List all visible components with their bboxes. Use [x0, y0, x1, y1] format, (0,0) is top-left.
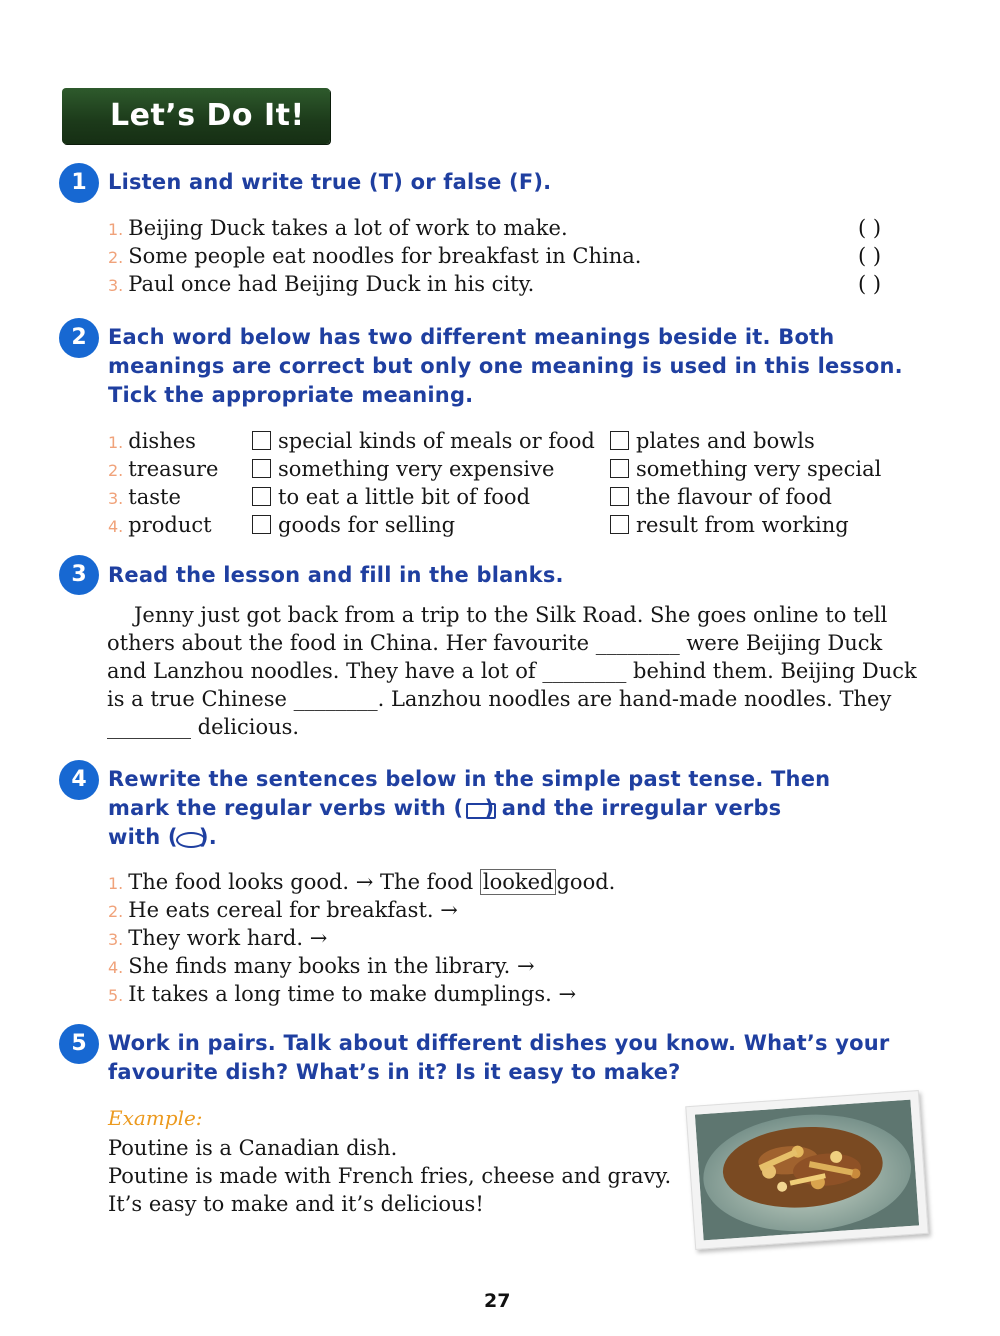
rectangle-mark-icon	[466, 803, 496, 819]
sentence: They work hard. →	[128, 926, 328, 950]
meaning-word	[108, 427, 196, 457]
section-3-heading-line: Read the lesson and fill in the blanks.	[108, 563, 564, 587]
item-number: 4.	[108, 958, 124, 977]
tf-item	[108, 242, 641, 272]
answer-parentheses[interactable]: ( )	[858, 244, 882, 268]
section-3-heading	[108, 561, 564, 590]
answer-parentheses[interactable]: ( )	[858, 216, 882, 240]
lets-do-it-banner	[62, 88, 330, 144]
section-3-number: 3	[59, 555, 99, 595]
item-number: 3.	[108, 489, 124, 508]
item-number: 3.	[108, 276, 124, 295]
section-5-heading-line: Work in pairs. Talk about different dishes you know. What’s your	[108, 1031, 890, 1055]
passage-line: and Lanzhou noodles. They have a lot of ________ behind them. Beijing Duck	[107, 659, 917, 683]
meaning-word	[108, 483, 181, 513]
tf-item	[108, 214, 568, 244]
checkbox[interactable]	[610, 459, 629, 478]
rewrite-item	[108, 868, 615, 898]
item-number: 4.	[108, 517, 124, 536]
oval-mark-icon	[176, 832, 206, 848]
sentence: The food looks good. → The food	[128, 870, 474, 894]
rewrite-item	[108, 952, 535, 982]
item-text: Paul once had Beijing Duck in his city.	[128, 272, 535, 296]
option-text: the flavour of food	[636, 485, 832, 509]
item-text: Beijing Duck takes a lot of work to make.	[128, 216, 568, 240]
section-1-heading-line: Listen and write true (T) or false (F).	[108, 170, 552, 194]
option-text: something very expensive	[278, 457, 555, 481]
rewrite-item	[108, 924, 327, 954]
word: taste	[128, 485, 181, 509]
section-5-number: 5	[59, 1024, 99, 1064]
passage-line: others about the food in China. Her favourite ________ were Beijing Duck	[107, 631, 883, 655]
option-text: result from working	[636, 513, 849, 537]
poutine-photo	[685, 1090, 928, 1250]
passage-line: ________ delicious.	[107, 715, 300, 739]
item-number: 3.	[108, 930, 124, 949]
section-5-heading	[108, 1029, 889, 1087]
meaning-option-b[interactable]	[610, 511, 849, 539]
item-number: 1.	[108, 220, 124, 239]
item-number: 1.	[108, 874, 124, 893]
checkbox[interactable]	[252, 487, 271, 506]
option-text: plates and bowls	[636, 429, 815, 453]
example-line: Poutine is made with French fries, cheese and gravy.	[108, 1164, 672, 1188]
checkbox[interactable]	[610, 515, 629, 534]
sentence-end: good.	[556, 870, 616, 894]
heading-text: mark the regular verbs with ( ) and the irregular verbs	[108, 796, 782, 820]
meaning-word	[108, 455, 218, 485]
poutine-image-icon	[695, 1100, 919, 1241]
option-text: something very special	[636, 457, 882, 481]
section-4-heading-line: Rewrite the sentences below in the simple past tense. Then	[108, 767, 831, 791]
heading-text: with ( ).	[108, 825, 217, 849]
checkbox[interactable]	[252, 431, 271, 450]
option-text: goods for selling	[278, 513, 456, 537]
rewrite-item	[108, 980, 576, 1010]
section-2-heading	[108, 323, 903, 410]
section-2-heading-line: meanings are correct but only one meaning is used in this lesson.	[108, 354, 903, 378]
checkbox[interactable]	[252, 515, 271, 534]
word: dishes	[128, 429, 196, 453]
sentence: She finds many books in the library. →	[128, 954, 535, 978]
section-4-heading	[108, 765, 830, 852]
item-number: 1.	[108, 433, 124, 452]
section-5-heading-line: favourite dish? What’s in it? Is it easy to make?	[108, 1060, 681, 1084]
section-2-heading-line: Tick the appropriate meaning.	[108, 383, 474, 407]
section-4-number: 4	[59, 760, 99, 800]
option-text: to eat a little bit of food	[278, 485, 531, 509]
checkbox[interactable]	[610, 431, 629, 450]
example-line: Poutine is a Canadian dish.	[108, 1136, 398, 1160]
example-line: It’s easy to make and it’s delicious!	[108, 1192, 484, 1216]
item-number: 2.	[108, 902, 124, 921]
checkbox[interactable]	[252, 459, 271, 478]
meaning-option-a[interactable]	[252, 427, 595, 455]
item-text: Some people eat noodles for breakfast in China.	[128, 244, 642, 268]
item-number: 2.	[108, 461, 124, 480]
meaning-option-a[interactable]	[252, 455, 554, 483]
item-number: 5.	[108, 986, 124, 1005]
checkbox[interactable]	[610, 487, 629, 506]
section-4-heading-line-3	[108, 823, 830, 852]
section-4-heading-line-2	[108, 794, 830, 823]
passage-line: is a true Chinese ________. Lanzhou noodles are hand-made noodles. They	[107, 687, 892, 711]
word: product	[128, 513, 212, 537]
meaning-option-a[interactable]	[252, 483, 530, 511]
section-2-number: 2	[59, 318, 99, 358]
section-1-heading	[108, 168, 551, 197]
example-label: Example:	[108, 1106, 203, 1130]
meaning-option-b[interactable]	[610, 455, 881, 483]
option-text: special kinds of meals or food	[278, 429, 595, 453]
passage-line: Jenny just got back from a trip to the Silk Road. She goes online to tell	[134, 603, 888, 627]
meaning-option-a[interactable]	[252, 511, 455, 539]
page-number: 27	[484, 1290, 511, 1312]
boxed-answer: looked	[480, 869, 557, 895]
item-number: 2.	[108, 248, 124, 267]
meaning-word	[108, 511, 212, 541]
rewrite-item	[108, 896, 458, 926]
sentence: It takes a long time to make dumplings. →	[128, 982, 577, 1006]
sentence: He eats cereal for breakfast. →	[128, 898, 458, 922]
section-1-number: 1	[59, 163, 99, 203]
meaning-option-b[interactable]	[610, 427, 815, 455]
banner-title: Let’s Do It!	[110, 98, 305, 133]
word: treasure	[128, 457, 219, 481]
answer-parentheses[interactable]: ( )	[858, 272, 882, 296]
meaning-option-b[interactable]	[610, 483, 832, 511]
tf-item	[108, 270, 534, 300]
section-2-heading-line: Each word below has two different meanings beside it. Both	[108, 325, 835, 349]
